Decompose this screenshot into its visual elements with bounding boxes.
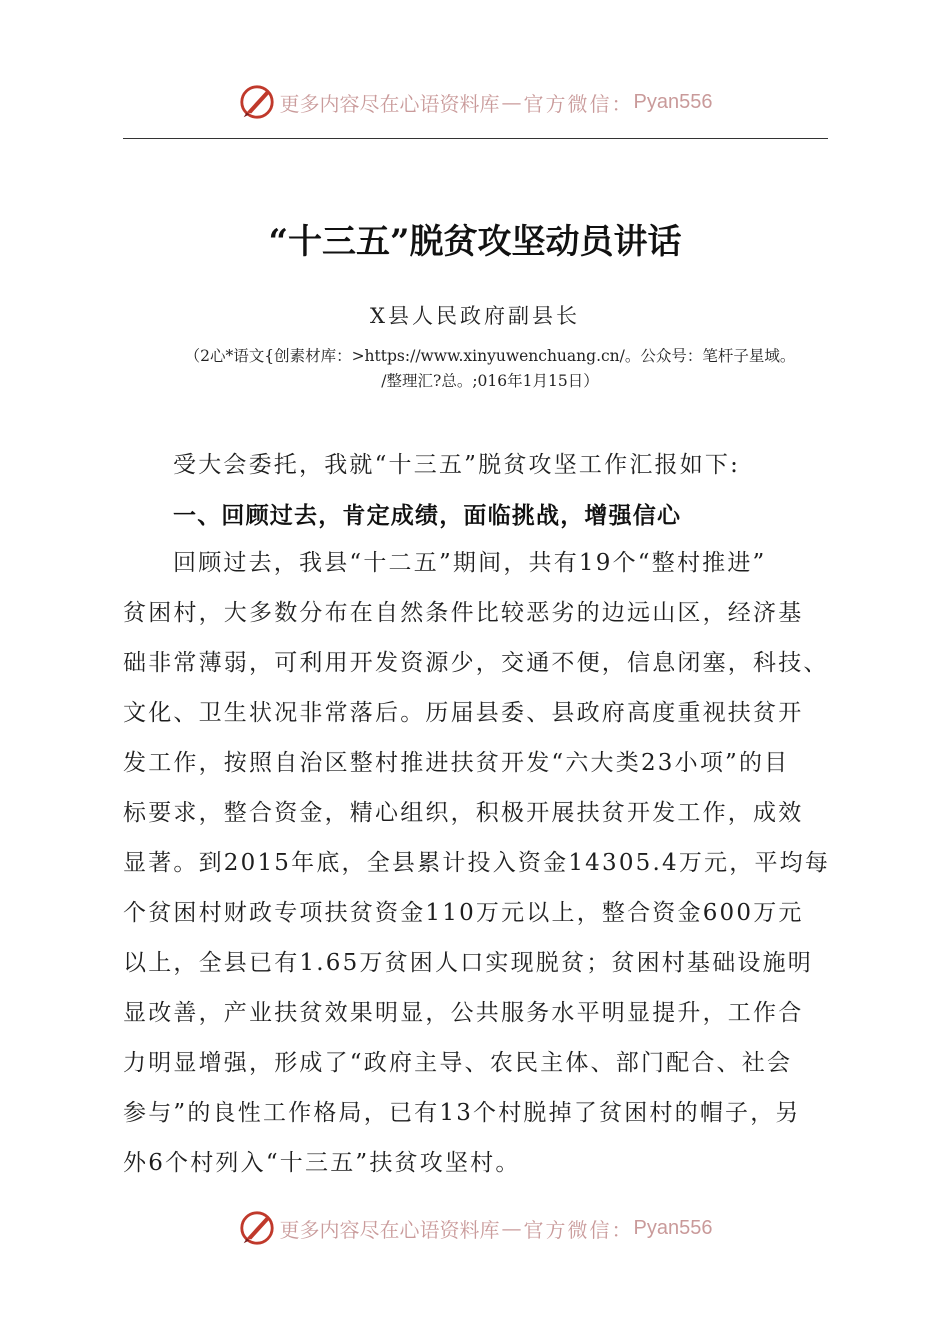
document-title: “十三五”脱贫攻坚动员讲话 [268,222,682,262]
paragraph-line: 标要求，整合资金，精心组织，积极开展扶贫开发工作，成效 [123,800,804,826]
quill-logo-icon [238,1209,276,1247]
paragraph-line: 参与”的良性工作格局，已有13个村脱掉了贫困村的帽子，另 [123,1100,801,1126]
body-paragraph [123,538,833,1188]
header-banner [0,82,950,122]
paragraph-line: 显改善，产业扶贫效果明显，公共服务水平明显提升，工作合 [123,1000,804,1026]
paragraph-line: 个贫困村财政专项扶贫资金110万元以上，整合资金600万元 [123,900,804,926]
banner-wechat-id: Pyan556 [633,1216,713,1239]
paragraph-line: 以上，全县已有1.65万贫困人口实现脱贫；贫困村基础设施明 [123,950,814,976]
quill-logo-icon [238,83,276,121]
paragraph-line: 力明显增强，形成了“政府主导、农民主体、部门配合、社会 [123,1050,793,1076]
banner-text: 更多内容尽在心语资料库 [279,1217,500,1242]
section-heading: 一、回顾过去，肯定成绩，面临挑战，增强信心 [173,503,682,529]
paragraph-line: 回顾过去，我县“十二五”期间，共有19个“整村推进” [173,550,767,576]
banner-dash: — [501,90,522,114]
banner-wechat-label: 官方微信： [523,1217,634,1242]
paragraph-line: 础非常薄弱，可利用开发资源少，交通不便，信息闭塞，科技、 [123,650,829,676]
banner-wechat-id: Pyan556 [633,90,713,113]
paragraph-line: 发工作，按照自治区整村推进扶贫开发“六大类23小项”的目 [123,750,790,776]
intro-paragraph: 受大会委托，我就“十三五”脱贫攻坚工作汇报如下: [173,452,741,478]
paragraph-line: 外6个村列入“十三五”扶贫攻坚村。 [123,1150,521,1176]
banner-wechat-label: 官方微信： [523,91,634,116]
paragraph-line: 贫困村，大多数分布在自然条件比较恶劣的边远山区，经济基 [123,600,804,626]
paragraph-line: 文化、卫生状况非常落后。历届县委、县政府高度重视扶贫开 [123,700,804,726]
header-rule [123,138,828,139]
source-note-line-1: （2心*语文{创素材库：>https://www.xinyuwenchuang.cn/。公众号：笔杆子星域。 [184,347,796,365]
footer-banner [0,1208,950,1248]
banner-dash: — [501,1216,522,1240]
source-note-line-2: /整理汇?总。;016年1月15日） [381,372,599,390]
paragraph-line: 显著。到2015年底，全县累计投入资金14305.4万元，平均每 [123,850,831,876]
banner-text: 更多内容尽在心语资料库 [279,91,500,116]
document-author: X县人民政府副县长 [370,304,580,328]
